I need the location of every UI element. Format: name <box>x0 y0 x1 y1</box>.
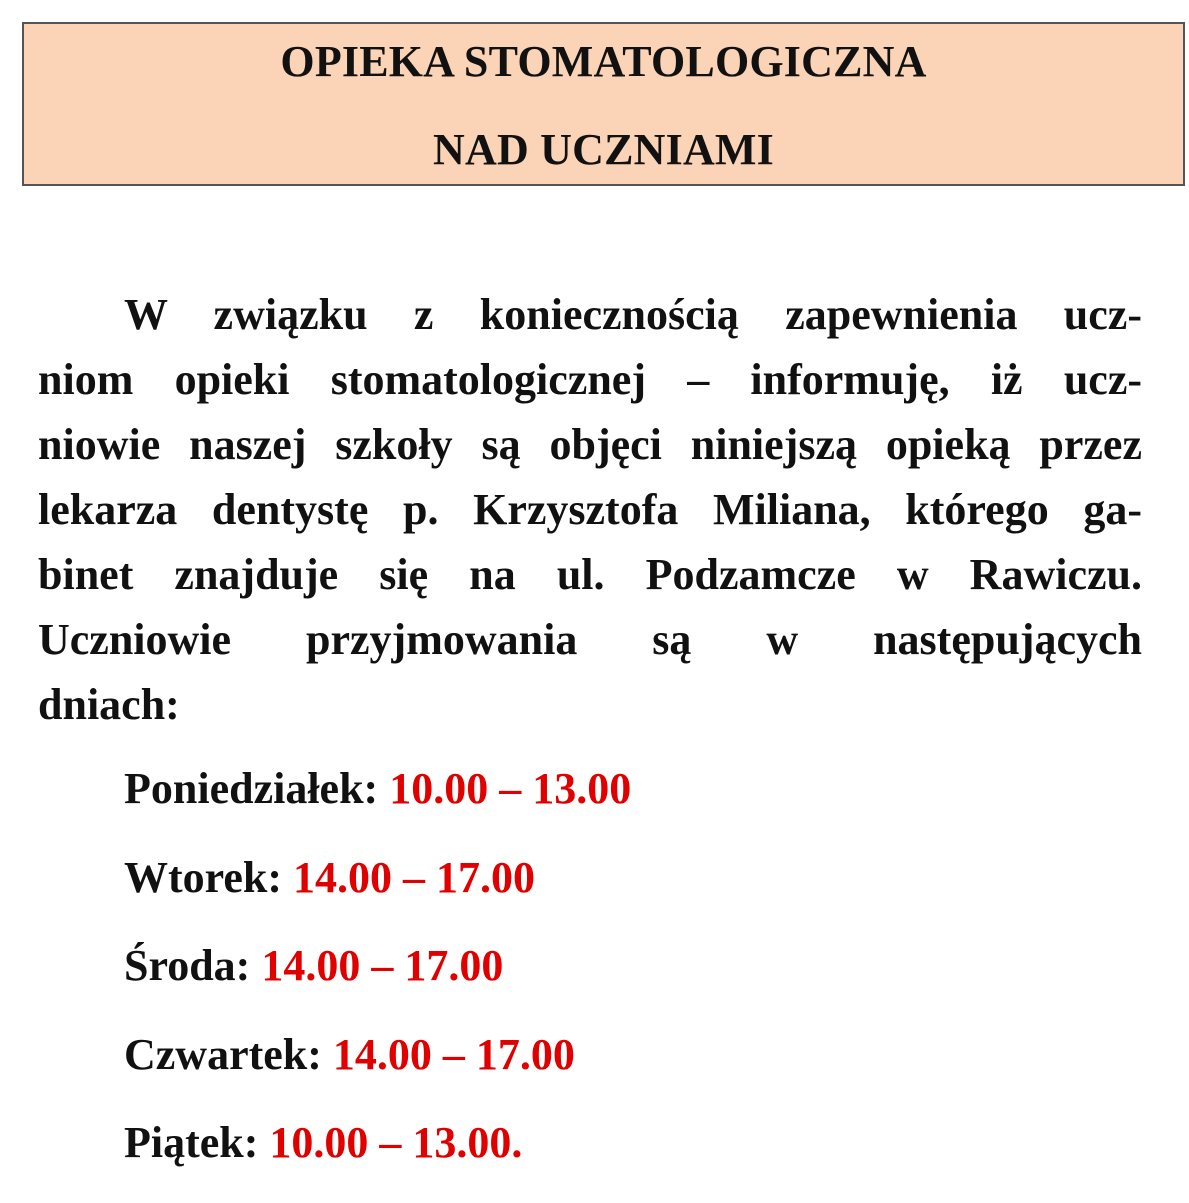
paragraph-line: binet znajduje się na ul. Podzamcze w Rawiczu. <box>38 550 1142 599</box>
schedule-row-monday <box>124 760 631 849</box>
paragraph-line: lekarza dentystę p. Krzysztofa Miliana, którego ga- <box>38 485 1142 534</box>
paragraph-line: Uczniowie przyjmowania są w następujących <box>38 615 1142 664</box>
hours-value: 10.00 – 13.00. <box>269 1118 523 1167</box>
schedule-list <box>124 760 631 1203</box>
hours-value: 14.00 – 17.00 <box>261 941 504 990</box>
schedule-row-thursday <box>124 1026 631 1115</box>
day-label: Czwartek: <box>124 1029 322 1079</box>
day-label: Środa: <box>124 941 251 990</box>
day-label: Wtorek: <box>124 852 283 902</box>
title-line-2: NAD UCZNIAMI <box>433 125 774 174</box>
day-label: Poniedziałek: <box>124 764 379 813</box>
schedule-row-wednesday <box>124 937 631 1026</box>
schedule-row-friday <box>124 1114 631 1203</box>
paragraph-line: dniach: <box>38 680 180 729</box>
paragraph-line: niom opieki stomatologicznej – informuję, iż ucz- <box>38 355 1142 404</box>
paragraph-line: niowie naszej szkoły są objęci niniejszą opieką przez <box>38 420 1142 469</box>
schedule-row-tuesday <box>124 849 631 938</box>
paragraph-line: W związku z koniecznością zapewnienia ucz- <box>124 290 1142 339</box>
title-banner <box>22 22 1185 186</box>
hours-value: 14.00 – 17.00 <box>293 852 536 902</box>
announcement-paragraph <box>38 282 1142 737</box>
day-label: Piątek: <box>124 1118 259 1167</box>
hours-value: 10.00 – 13.00 <box>389 764 632 813</box>
title-line-1: OPIEKA STOMATOLOGICZNA <box>280 37 927 86</box>
hours-value: 14.00 – 17.00 <box>332 1029 575 1079</box>
